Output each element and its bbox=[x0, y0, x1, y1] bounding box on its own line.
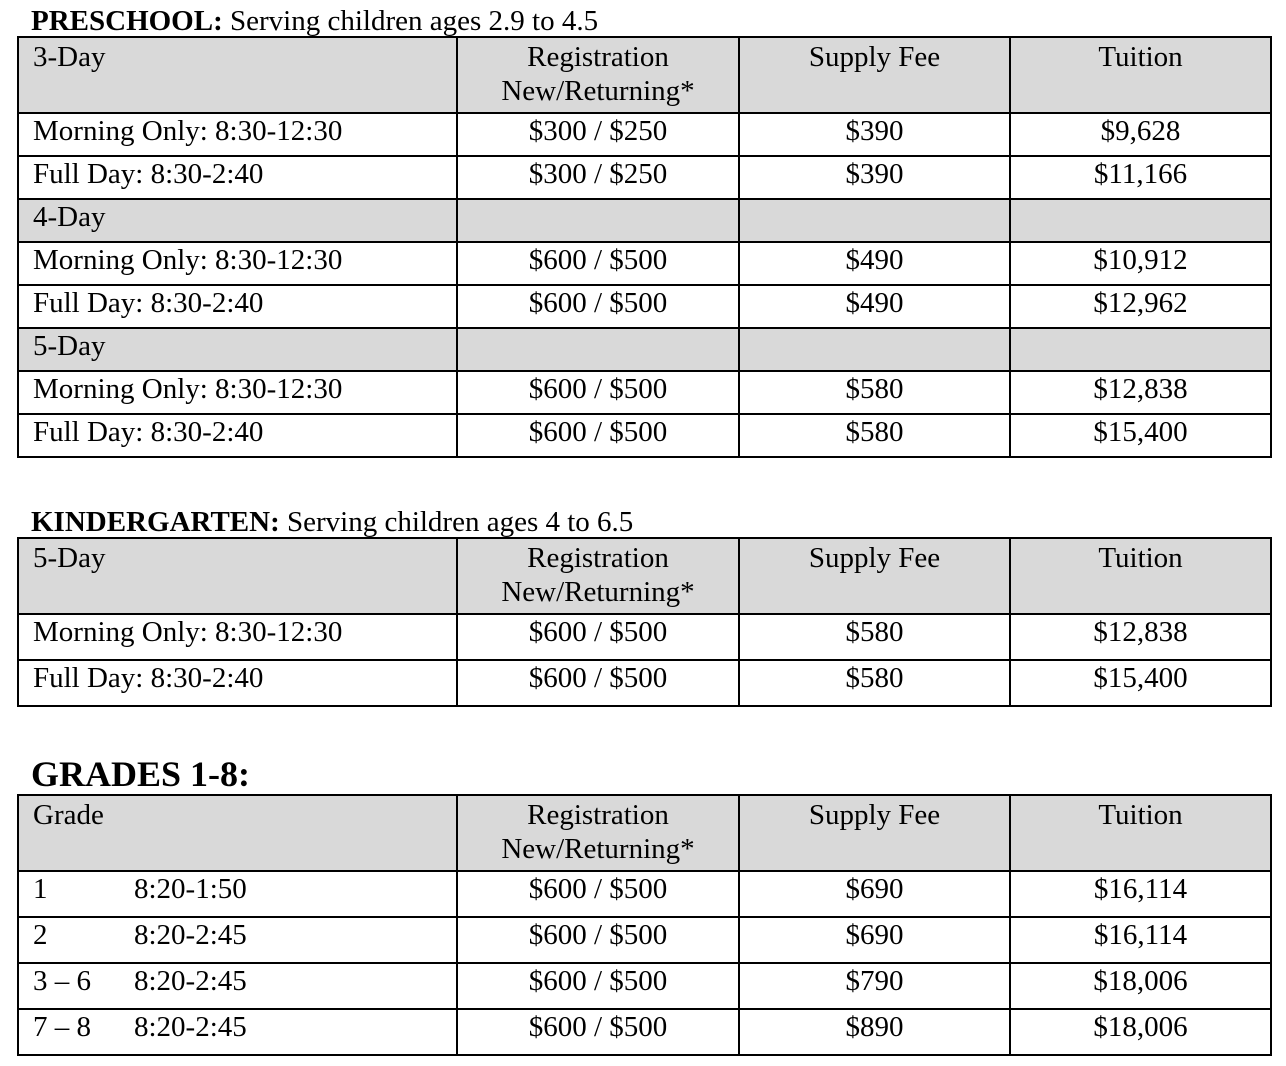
header-grade: Grade bbox=[18, 795, 457, 871]
header-registration-line1: Registration bbox=[527, 799, 669, 831]
row-registration: $600 / $500 bbox=[457, 414, 739, 457]
row-label: Full Day: 8:30-2:40 bbox=[18, 660, 457, 706]
row-label: Full Day: 8:30-2:40 bbox=[18, 285, 457, 328]
header-program: 3-Day bbox=[18, 37, 457, 113]
row-registration: $600 / $500 bbox=[457, 1009, 739, 1055]
preschool-title-description: Serving children ages 2.9 to 4.5 bbox=[222, 5, 599, 37]
row-supply-fee: $490 bbox=[739, 242, 1010, 285]
row-grade: 7 – 8 bbox=[33, 1011, 91, 1043]
header-supply-fee: Supply Fee bbox=[739, 538, 1010, 614]
group-empty-cell bbox=[457, 199, 739, 242]
table-row bbox=[18, 1009, 1271, 1055]
group-row-4-day bbox=[18, 199, 1271, 242]
table-row bbox=[18, 414, 1271, 457]
grades-section bbox=[17, 754, 1270, 1056]
row-time: 8:20-2:45 bbox=[134, 919, 247, 951]
row-tuition: $18,006 bbox=[1010, 1009, 1271, 1055]
table-row bbox=[18, 917, 1271, 963]
kindergarten-fee-table bbox=[17, 537, 1272, 707]
header-registration-line1: Registration bbox=[527, 41, 669, 73]
row-supply-fee: $580 bbox=[739, 614, 1010, 660]
row-tuition: $15,400 bbox=[1010, 660, 1271, 706]
row-grade-cell bbox=[18, 871, 457, 917]
table-row bbox=[18, 285, 1271, 328]
row-grade-cell bbox=[18, 1009, 457, 1055]
group-empty-cell bbox=[739, 328, 1010, 371]
row-registration: $600 / $500 bbox=[457, 963, 739, 1009]
group-empty-cell bbox=[1010, 199, 1271, 242]
row-grade-cell bbox=[18, 917, 457, 963]
row-supply-fee: $690 bbox=[739, 917, 1010, 963]
row-label: Morning Only: 8:30-12:30 bbox=[18, 242, 457, 285]
row-label: Morning Only: 8:30-12:30 bbox=[18, 113, 457, 156]
row-registration: $600 / $500 bbox=[457, 614, 739, 660]
header-registration-line1: Registration bbox=[527, 542, 669, 574]
header-tuition: Tuition bbox=[1010, 795, 1271, 871]
header-registration bbox=[457, 795, 739, 871]
table-row bbox=[18, 614, 1271, 660]
row-registration: $600 / $500 bbox=[457, 242, 739, 285]
table-row bbox=[18, 242, 1271, 285]
header-registration bbox=[457, 37, 739, 113]
kindergarten-title-label: KINDERGARTEN: bbox=[31, 506, 280, 538]
header-tuition: Tuition bbox=[1010, 37, 1271, 113]
header-tuition: Tuition bbox=[1010, 538, 1271, 614]
row-tuition: $18,006 bbox=[1010, 963, 1271, 1009]
row-supply-fee: $690 bbox=[739, 871, 1010, 917]
group-row-5-day bbox=[18, 328, 1271, 371]
header-registration-line2: New/Returning* bbox=[501, 75, 695, 107]
row-registration: $600 / $500 bbox=[457, 285, 739, 328]
kindergarten-title bbox=[17, 507, 1270, 537]
row-supply-fee: $390 bbox=[739, 156, 1010, 199]
preschool-title-label: PRESCHOOL: bbox=[31, 5, 223, 37]
row-tuition: $11,166 bbox=[1010, 156, 1271, 199]
row-supply-fee: $580 bbox=[739, 414, 1010, 457]
group-empty-cell bbox=[739, 199, 1010, 242]
kindergarten-section bbox=[17, 507, 1270, 707]
table-row bbox=[18, 371, 1271, 414]
grades-fee-table bbox=[17, 794, 1272, 1056]
row-supply-fee: $890 bbox=[739, 1009, 1010, 1055]
row-supply-fee: $490 bbox=[739, 285, 1010, 328]
row-supply-fee: $580 bbox=[739, 371, 1010, 414]
row-tuition: $10,912 bbox=[1010, 242, 1271, 285]
row-registration: $600 / $500 bbox=[457, 917, 739, 963]
table-header-row bbox=[18, 538, 1271, 614]
row-supply-fee: $790 bbox=[739, 963, 1010, 1009]
row-grade: 1 bbox=[33, 873, 48, 905]
table-row bbox=[18, 156, 1271, 199]
row-time: 8:20-2:45 bbox=[134, 1011, 247, 1043]
table-header-row bbox=[18, 795, 1271, 871]
row-tuition: $16,114 bbox=[1010, 917, 1271, 963]
table-header-row bbox=[18, 37, 1271, 113]
preschool-title bbox=[17, 6, 1270, 36]
group-empty-cell bbox=[457, 328, 739, 371]
row-grade: 3 – 6 bbox=[33, 965, 91, 997]
group-label: 5-Day bbox=[18, 328, 457, 371]
table-row bbox=[18, 871, 1271, 917]
row-supply-fee: $580 bbox=[739, 660, 1010, 706]
header-program: 5-Day bbox=[18, 538, 457, 614]
row-registration: $300 / $250 bbox=[457, 156, 739, 199]
row-tuition: $16,114 bbox=[1010, 871, 1271, 917]
group-label: 4-Day bbox=[18, 199, 457, 242]
row-grade: 2 bbox=[33, 919, 48, 951]
row-label: Morning Only: 8:30-12:30 bbox=[18, 614, 457, 660]
table-row bbox=[18, 113, 1271, 156]
row-label: Full Day: 8:30-2:40 bbox=[18, 156, 457, 199]
group-empty-cell bbox=[1010, 328, 1271, 371]
header-registration-line2: New/Returning* bbox=[501, 576, 695, 608]
row-supply-fee: $390 bbox=[739, 113, 1010, 156]
row-tuition: $12,838 bbox=[1010, 371, 1271, 414]
header-registration-line2: New/Returning* bbox=[501, 833, 695, 865]
preschool-section bbox=[17, 6, 1270, 458]
row-tuition: $12,838 bbox=[1010, 614, 1271, 660]
row-registration: $300 / $250 bbox=[457, 113, 739, 156]
row-label: Full Day: 8:30-2:40 bbox=[18, 414, 457, 457]
row-time: 8:20-1:50 bbox=[134, 873, 247, 905]
grades-title: GRADES 1-8: bbox=[31, 754, 251, 794]
table-row bbox=[18, 660, 1271, 706]
row-registration: $600 / $500 bbox=[457, 660, 739, 706]
row-registration: $600 / $500 bbox=[457, 371, 739, 414]
header-supply-fee: Supply Fee bbox=[739, 37, 1010, 113]
row-time: 8:20-2:45 bbox=[134, 965, 247, 997]
row-grade-cell bbox=[18, 963, 457, 1009]
header-registration bbox=[457, 538, 739, 614]
row-registration: $600 / $500 bbox=[457, 871, 739, 917]
kindergarten-title-description: Serving children ages 4 to 6.5 bbox=[279, 506, 634, 538]
row-tuition: $12,962 bbox=[1010, 285, 1271, 328]
header-supply-fee: Supply Fee bbox=[739, 795, 1010, 871]
table-row bbox=[18, 963, 1271, 1009]
preschool-fee-table bbox=[17, 36, 1272, 458]
row-tuition: $9,628 bbox=[1010, 113, 1271, 156]
row-tuition: $15,400 bbox=[1010, 414, 1271, 457]
row-label: Morning Only: 8:30-12:30 bbox=[18, 371, 457, 414]
